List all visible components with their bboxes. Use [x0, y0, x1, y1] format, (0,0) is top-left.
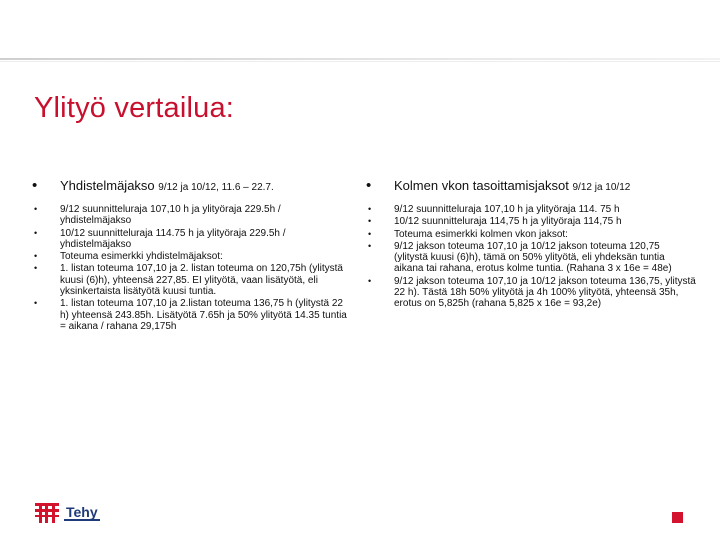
right-bullet-list [366, 204, 696, 310]
bullet-icon: • [366, 177, 372, 194]
tehy-logo [34, 500, 124, 526]
bullet-icon: • [368, 240, 372, 251]
bullet-icon: • [34, 298, 38, 309]
left-column [32, 178, 350, 333]
right-heading [366, 178, 696, 195]
list-item: • 9/12 jakson toteuma 107,10 ja 10/12 jakson toteuma 120,75 (ylitystä kuusi (6)h), tämä on 50% ylityötä, eli yhdeksän tuntia aikana tai rahana, erotus kolme tuntia. (Rahana 3 x 16e = 48e) [368, 240, 672, 275]
left-heading [32, 178, 350, 195]
left-bullet-list [32, 204, 350, 332]
bullet-icon: • [34, 263, 38, 274]
left-heading-main: Yhdistelmäjakso [60, 178, 155, 193]
list-item: • 1. listan toteuma 107,10 ja 2. listan toteuma on 120,75h (ylitystä kuusi (6)h), yhteensä 227,85. EI ylityötä, vaan lisätyötä, eli yksinkertaista lisätyötä kuusi tuntia. [34, 263, 343, 298]
bullet-icon: • [368, 216, 372, 227]
bullet-icon: • [34, 227, 38, 238]
bullet-icon: • [368, 275, 372, 286]
list-item: • 1. listan toteuma 107,10 ja 2.listan toteuma 136,75 h (ylitystä 22 h) yhteensä 243.85h. Lisätyötä 7.65h ja 50% ylityötä 14.35 tuntia = aikana / rahana 29,175h [34, 298, 347, 332]
list-item: • 9/12 suunnitteluraja 107,10 h ja ylityöraja 229.5h / yhdistelmäjakso [34, 204, 281, 227]
bullet-icon: • [32, 177, 38, 194]
bullet-icon: • [368, 228, 372, 239]
header-divider [0, 58, 720, 60]
bullet-icon: • [34, 204, 38, 214]
right-column [366, 178, 696, 311]
bullet-icon: • [368, 204, 372, 214]
corner-accent [672, 512, 683, 523]
list-item: • 9/12 jakson toteuma 107,10 ja 10/12 jakson toteuma 136,75, ylitystä 22 h). Tästä 18h 50% ylityötä ja 4h 100% ylityötä, yhteensä 35h, erotus on 5,825h (rahana 5,825 x 16e = 93,2e) [368, 275, 696, 310]
tehy-logo-icon [34, 501, 60, 525]
left-heading-detail: 9/12 ja 10/12, 11.6 – 22.7. [158, 182, 274, 193]
right-heading-detail: 9/12 ja 10/12 [572, 182, 631, 193]
slide-title: Ylityö vertailua: [34, 92, 235, 124]
bullet-icon: • [34, 251, 38, 262]
header-divider-shadow [0, 61, 720, 62]
list-item: • Toteuma esimerkki yhdistelmäjaksot: [34, 251, 223, 263]
list-item: • 9/12 suunnitteluraja 107,10 h ja ylityöraja 114. 75 h [368, 204, 620, 215]
list-item: • 10/12 suunnitteluraja 114.75 h ja ylityöraja 229.5h / yhdistelmäjakso [34, 227, 286, 250]
list-item: • Toteuma esimerkki kolmen vkon jaksot: [368, 228, 568, 240]
right-heading-main: Kolmen vkon tasoittamisjaksot [394, 178, 569, 193]
list-item: • 10/12 suunnitteluraja 114,75 h ja ylityöraja 114,75 h [368, 216, 622, 228]
logo-wordmark: Tehy [66, 504, 98, 520]
